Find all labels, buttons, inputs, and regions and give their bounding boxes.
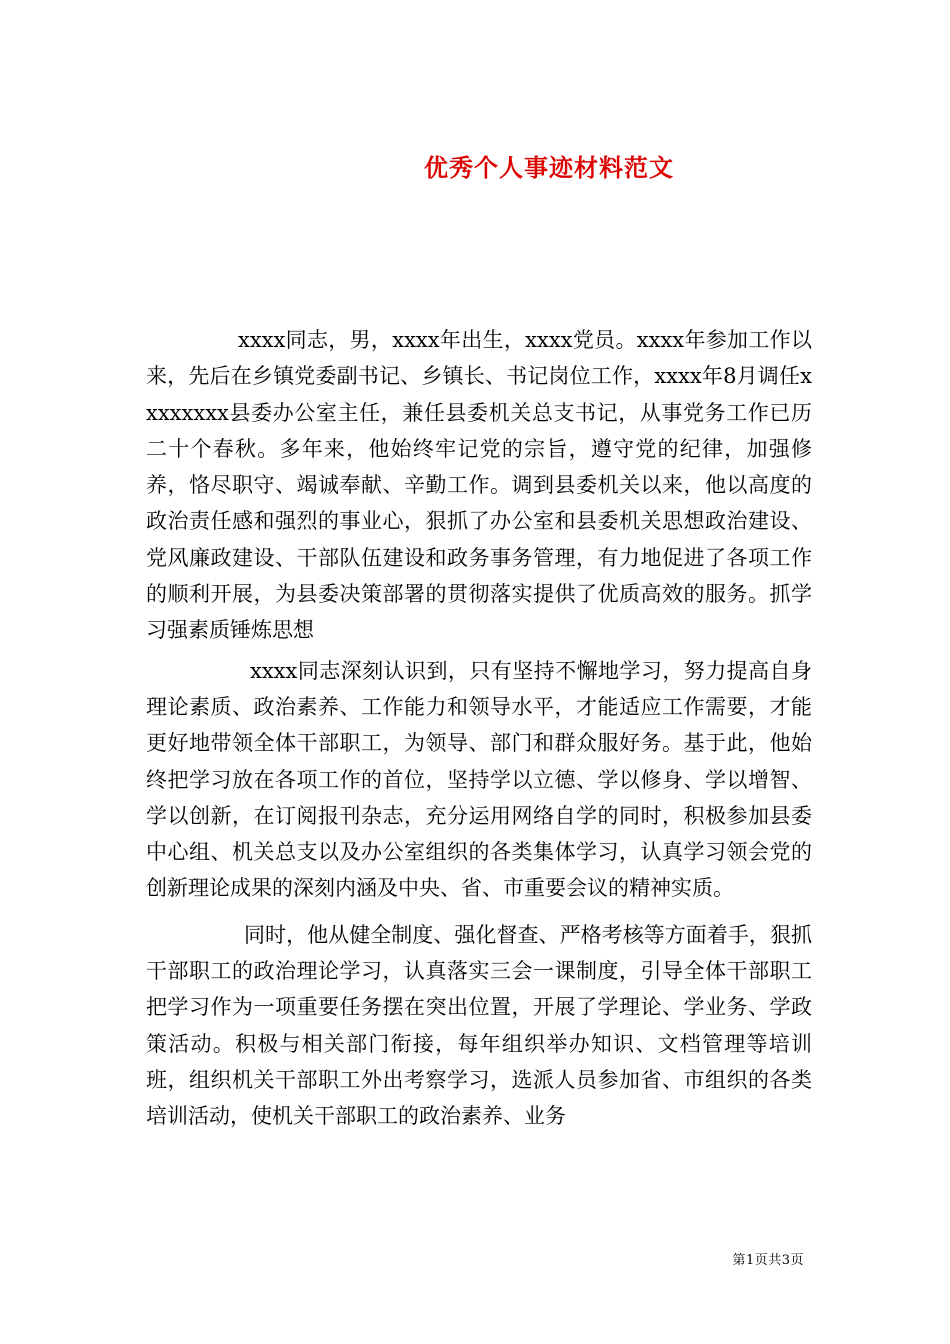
document-body [146,322,812,1135]
paragraph-3: 同时，他从健全制度、强化督查、严格考核等方面着手，狠抓干部职工的政治理论学习，认真落实三会一课制度，引导全体干部职工把学习作为一项重要任务摆在突出位置，开展了学理论、学业务、学政策活动。积极与相关部门衔接，每年组织举办知识、文档管理等培训班，组织机关干部职工外出考察学习，选派人员参加省、市组织的各类培训活动，使机关干部职工的政治素养、业务 [146,922,812,1129]
paragraph-1: xxxx同志，男，xxxx年出生，xxxx党员。xxxx年参加工作以来，先后在乡镇党委副书记、乡镇长、书记岗位工作，xxxx年8月调任xxxxxxxx县委办公室主任，兼任县委机关总支书记，从事党务工作已历二十个春秋。多年来，他始终牢记党的宗旨，遵守党的纪律，加强修养，恪尽职守、竭诚奉献、辛勤工作。调到县委机关以来，他以高度的政治责任感和强烈的事业心，狠抓了办公室和县委机关思想政治建设、党风廉政建设、干部队伍建设和政务事务管理，有力地促进了各项工作的顺利开展，为县委决策部署的贯彻落实提供了优质高效的服务。抓学习强素质锤炼思想 [146,328,812,643]
paragraph-2: xxxx同志深刻认识到，只有坚持不懈地学习，努力提高自身理论素质、政治素养、工作能力和领导水平，才能适应工作需要，才能更好地带领全体干部职工，为领导、部门和群众服好务。基于此，他始终把学习放在各项工作的首位，坚持学以立德、学以修身、学以增智、学以创新，在订阅报刊杂志，充分运用网络自学的同时，积极参加县委中心组、机关总支以及办公室组织的各类集体学习，认真学习领会党的创新理论成果的深刻内涵及中央、省、市重要会议的精神实质。 [146,658,812,901]
page-footer: 第1页共3页 [732,1253,804,1268]
document-title: 优秀个人事迹材料范文 [424,153,674,183]
